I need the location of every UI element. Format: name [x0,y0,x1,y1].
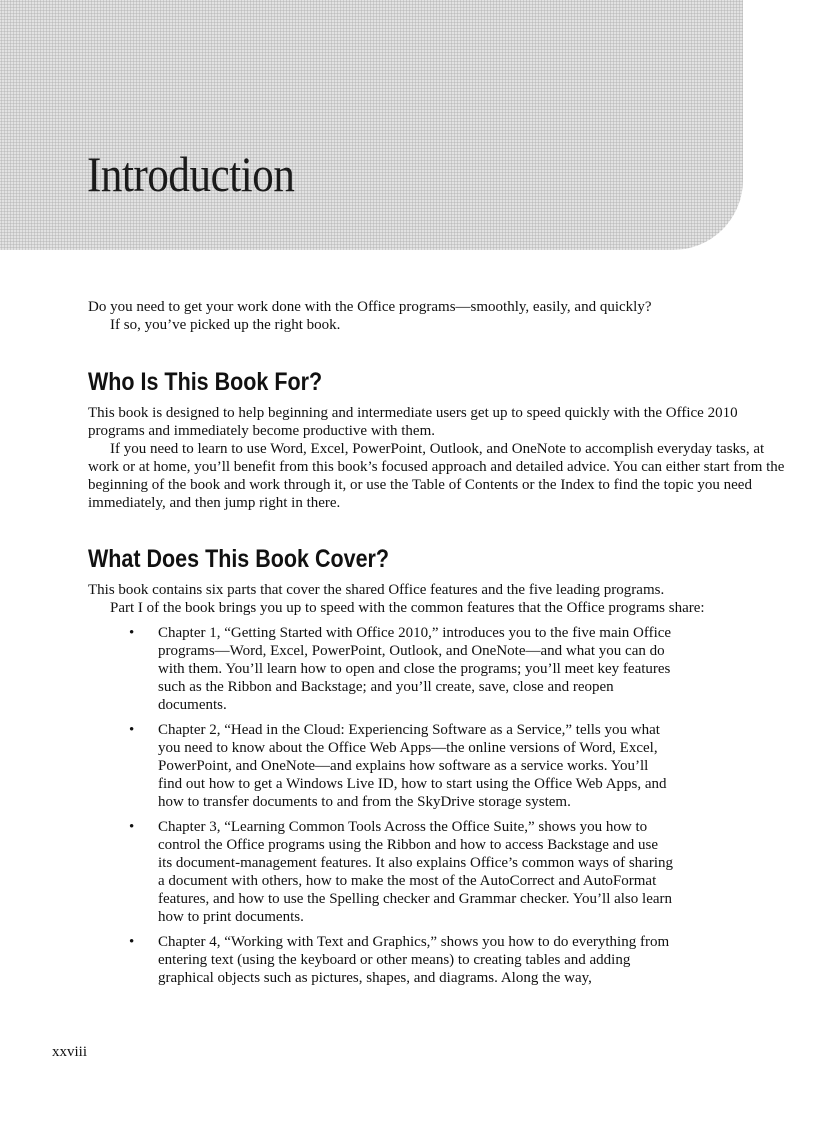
page-number: xxviii [52,1044,88,1060]
chapter-list [88,624,788,987]
bullet-icon: • [129,625,135,641]
list-item-text: Chapter 2, “Head in the Cloud: Experiencing Software as a Service,” tells you what you need to know about the Office Web Apps—the online versions of Word, Excel, PowerPoint, and OneNote—and explains how software as a service works. You’ll find out how to get a Windows Live ID, how to start using the Office Web Apps, and how to transfer documents to and from the SkyDrive storage system. [158,722,667,810]
who-paragraph: If you need to learn to use Word, Excel, PowerPoint, Outlook, and OneNote to accomplish everyday tasks, at work or at home, you’ll benefit from this book’s focused approach and detailed advice. You can either start from the beginning of the book and work through it, or use the Table of Contents or the Index to find the topic you need immediately, and then jump right in there. [88,441,785,511]
page-body [88,298,788,994]
bullet-icon: • [129,934,135,950]
what-paragraph: Part I of the book brings you up to speed with the common features that the Office programs share: [110,600,705,616]
list-item-text: Chapter 1, “Getting Started with Office 2010,” introduces you to the five main Office programs—Word, Excel, PowerPoint, Outlook, and OneNote—and what you can do with them. You’ll learn how to open and close the programs; you’ll meet key features such as the Ribbon and Backstage; and you’ll create, save, close and reopen documents. [158,625,672,713]
list-item-text: Chapter 4, “Working with Text and Graphics,” shows you how to do everything from entering text (using the keyboard or other means) to creating tables and adding graphical objects such as pictures, shapes, and diagrams. Along the way, [158,934,670,986]
list-item [88,818,673,926]
intro-paragraph: Do you need to get your work done with the Office programs—smoothly, easily, and quickly? [88,299,652,315]
chapter-banner [0,0,743,250]
list-item-text: Chapter 3, “Learning Common Tools Across the Office Suite,” shows you how to control the Office programs using the Ribbon and how to access Backstage and use its document-management features. It also explains Office’s common ways of sharing a document with others, how to make the most of the AutoCorrect and AutoFormat features, and how to use the Spelling checker and Grammar checker. You’ll also learn how to print documents. [158,819,673,925]
intro-paragraph: If so, you’ve picked up the right book. [110,317,341,333]
bullet-icon: • [129,819,135,835]
list-item [88,933,673,987]
who-paragraph: This book is designed to help beginning and intermediate users get up to speed quickly with the Office 2010 programs and immediately become productive with them. [88,405,738,439]
what-paragraph: This book contains six parts that cover the shared Office features and the five leading programs. [88,582,665,598]
section-heading-who: Who Is This Book For? [88,368,323,396]
section-heading-what: What Does This Book Cover? [88,545,390,573]
bullet-icon: • [129,722,135,738]
list-item [88,721,673,811]
list-item [88,624,673,714]
chapter-title: Introduction [87,146,295,202]
